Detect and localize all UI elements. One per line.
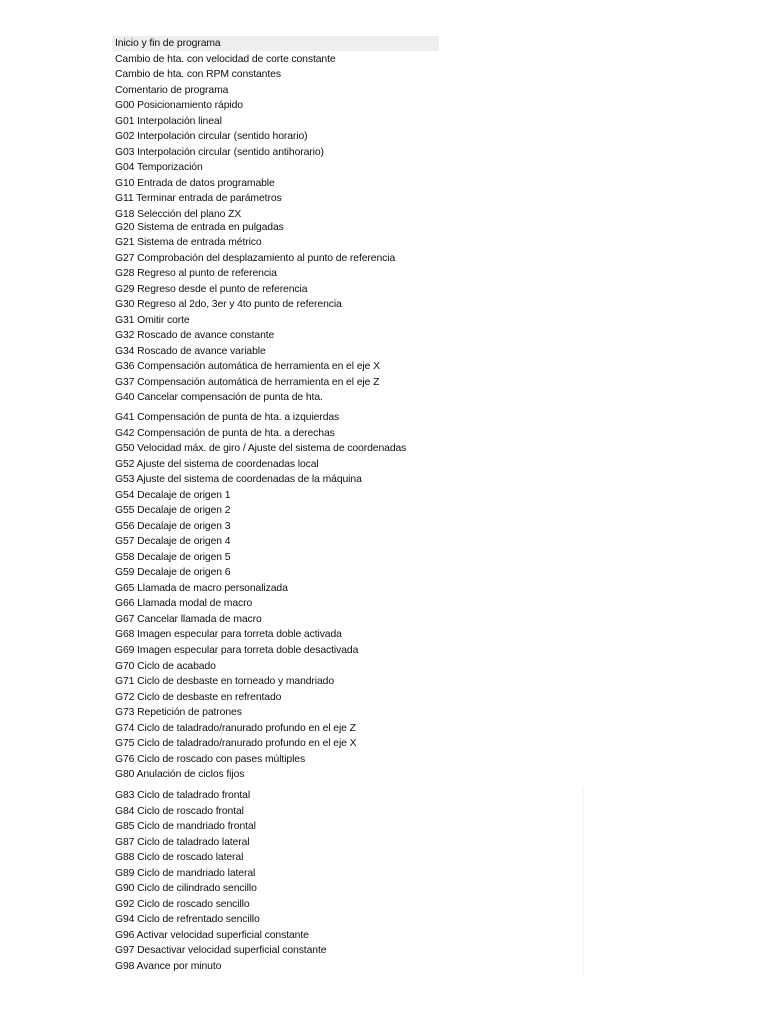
list-item[interactable]: G88 Ciclo de roscado lateral [115,852,244,863]
list-item-selected[interactable]: Inicio y fin de programa [112,36,439,51]
list-item[interactable]: G67 Cancelar llamada de macro [115,614,262,625]
list-item[interactable]: G52 Ajuste del sistema de coordenadas local [115,459,319,470]
list-item[interactable]: G20 Sistema de entrada en pulgadas [115,222,284,233]
list-item[interactable]: G29 Regreso desde el punto de referencia [115,284,308,295]
list-item[interactable]: G53 Ajuste del sistema de coordenadas de la máquina [115,474,362,485]
list-panel-edge [583,788,584,978]
list-item[interactable]: G66 Llamada modal de macro [115,598,253,609]
list-item[interactable]: G11 Terminar entrada de parámetros [115,193,282,204]
list-item[interactable]: G36 Compensación automática de herramienta en el eje X [115,361,380,372]
list-item[interactable]: G85 Ciclo de mandriado frontal [115,821,256,832]
list-item[interactable]: G97 Desactivar velocidad superficial constante [115,945,327,956]
list-item[interactable]: G57 Decalaje de origen 4 [115,536,231,547]
list-item[interactable]: G94 Ciclo de refrentado sencillo [115,914,260,925]
list-item[interactable]: G98 Avance por minuto [115,961,222,972]
list-item[interactable]: G54 Decalaje de origen 1 [115,490,231,501]
list-item[interactable]: G90 Ciclo de cilindrado sencillo [115,883,257,894]
list-item[interactable]: Comentario de programa [115,85,229,96]
list-item[interactable]: G83 Ciclo de taladrado frontal [115,790,251,801]
list-item[interactable]: G00 Posicionamiento rápido [115,100,243,111]
list-item[interactable]: G72 Ciclo de desbaste en refrentado [115,692,282,703]
list-item[interactable]: G50 Velocidad máx. de giro / Ajuste del sistema de coordenadas [115,443,407,454]
list-item[interactable]: G21 Sistema de entrada métrico [115,237,262,248]
list-item[interactable]: G31 Omitir corte [115,315,190,326]
list-item[interactable]: G18 Selección del plano ZX [115,209,242,220]
list-item[interactable]: G84 Ciclo de roscado frontal [115,806,244,817]
list-item[interactable]: G04 Temporización [115,162,203,173]
list-item[interactable]: G58 Decalaje de origen 5 [115,552,231,563]
list-item[interactable]: Cambio de hta. con RPM constantes [115,69,281,80]
list-item[interactable]: G76 Ciclo de roscado con pases múltiples [115,754,306,765]
list-item[interactable]: Cambio de hta. con velocidad de corte constante [115,54,336,65]
list-item[interactable]: G75 Ciclo de taladrado/ranurado profundo en el eje X [115,738,357,749]
list-item[interactable]: G41 Compensación de punta de hta. a izquierdas [115,412,340,423]
list-item[interactable]: G02 Interpolación circular (sentido horario) [115,131,308,142]
list-item[interactable]: G37 Compensación automática de herramienta en el eje Z [115,377,380,388]
list-item[interactable]: G27 Comprobación del desplazamiento al punto de referencia [115,253,396,264]
list-item[interactable]: G71 Ciclo de desbaste en torneado y mandriado [115,676,335,687]
list-item[interactable]: G70 Ciclo de acabado [115,661,216,672]
list-item[interactable]: G55 Decalaje de origen 2 [115,505,231,516]
list-item[interactable]: G59 Decalaje de origen 6 [115,567,231,578]
list-item[interactable]: G96 Activar velocidad superficial constante [115,930,309,941]
list-item[interactable]: G74 Ciclo de taladrado/ranurado profundo en el eje Z [115,723,356,734]
list-item[interactable]: G42 Compensación de punta de hta. a derechas [115,428,335,439]
list-item[interactable]: G73 Repetición de patrones [115,707,242,718]
list-item[interactable]: G68 Imagen especular para torreta doble activada [115,629,342,640]
list-item[interactable]: G92 Ciclo de roscado sencillo [115,899,250,910]
list-item[interactable]: G30 Regreso al 2do, 3er y 4to punto de referencia [115,299,342,310]
list-item[interactable]: G10 Entrada de datos programable [115,178,275,189]
list-item[interactable]: G34 Roscado de avance variable [115,346,266,357]
list-item[interactable]: G89 Ciclo de mandriado lateral [115,868,256,879]
list-item[interactable]: G40 Cancelar compensación de punta de hta. [115,392,323,403]
list-item[interactable]: G32 Roscado de avance constante [115,330,275,341]
list-item[interactable]: G28 Regreso al punto de referencia [115,268,277,279]
list-item[interactable]: G03 Interpolación circular (sentido antihorario) [115,147,324,158]
list-item[interactable]: G80 Anulación de ciclos fijos [115,769,245,780]
list-item[interactable]: G69 Imagen especular para torreta doble desactivada [115,645,359,656]
list-item[interactable]: G65 Llamada de macro personalizada [115,583,288,594]
list-item[interactable]: G87 Ciclo de taladrado lateral [115,837,250,848]
list-item[interactable]: G56 Decalaje de origen 3 [115,521,231,532]
list-item[interactable]: G01 Interpolación lineal [115,116,222,127]
